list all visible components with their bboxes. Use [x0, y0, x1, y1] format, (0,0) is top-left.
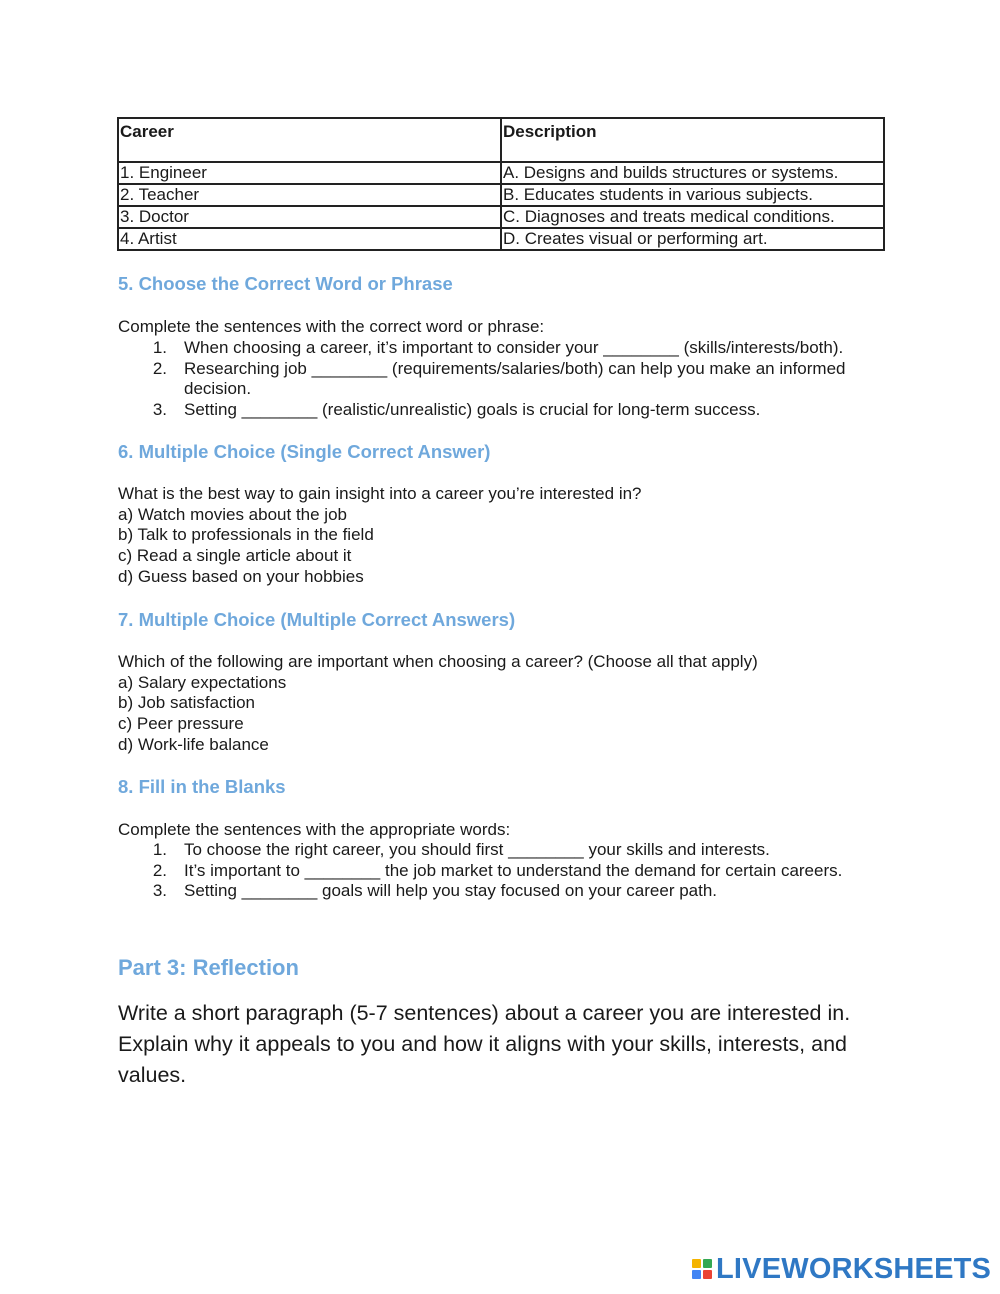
table-row: [118, 228, 884, 250]
list-item-text: Setting ________ goals will help you stay focused on your career path.: [184, 881, 718, 901]
list-item: [118, 840, 878, 861]
section-5-list: [118, 338, 878, 421]
part-3-title: Part 3: Reflection: [118, 955, 299, 980]
list-item: [118, 861, 878, 882]
logo-mark-square: [692, 1259, 701, 1268]
table-row: [118, 206, 884, 228]
table-cell-career: 2. Teacher: [118, 184, 501, 206]
list-item-text: Setting ________ (realistic/unrealistic) goals is crucial for long-term success.: [184, 400, 761, 420]
list-item-number: 1.: [152, 338, 167, 357]
answer-option: a) Salary expectations: [118, 672, 287, 692]
list-item-number: 2.: [152, 358, 167, 378]
list-item-text: Researching job ________ (requirements/salaries/both) can help you make an informed decision.: [184, 358, 846, 399]
table-row: [118, 162, 884, 184]
liveworksheets-logo: [692, 1254, 991, 1284]
answer-option: d) Work-life balance: [118, 734, 269, 754]
table-header-row: [118, 118, 884, 162]
logo-mark-icon: [692, 1259, 712, 1279]
table-cell-description: C. Diagnoses and treats medical conditions.: [501, 206, 884, 228]
list-item-text: To choose the right career, you should first ________ your skills and interests.: [184, 840, 770, 859]
logo-text: LIVEWORKSHEETS: [716, 1253, 992, 1285]
list-item: [118, 881, 878, 902]
section-8-intro: Complete the sentences with the appropriate words:: [118, 820, 511, 839]
answer-option: d) Guess based on your hobbies: [118, 566, 364, 586]
list-item-text: It’s important to ________ the job market to understand the demand for certain careers.: [184, 860, 843, 880]
table-header-description: Description: [501, 118, 884, 162]
logo-mark-square: [703, 1259, 712, 1268]
list-item-number: 1.: [152, 840, 167, 859]
table-header-career: Career: [118, 118, 501, 162]
table-row: [118, 184, 884, 206]
list-item-number: 3.: [152, 400, 167, 420]
table-cell-description: A. Designs and builds structures or systems.: [501, 162, 884, 184]
list-item-number: 2.: [152, 860, 167, 880]
reflection-prompt: Write a short paragraph (5-7 sentences) about a career you are interested in. Explain why it appeals to you and how it aligns with your skills, interests, and values.: [118, 1001, 851, 1087]
section-7-title: 7. Multiple Choice (Multiple Correct Answers): [118, 609, 516, 630]
section-8-title: 8. Fill in the Blanks: [118, 776, 286, 797]
answer-option: c) Peer pressure: [118, 714, 244, 734]
list-item: [118, 359, 878, 400]
answer-option: c) Read a single article about it: [118, 546, 352, 566]
list-item-text: When choosing a career, it’s important to consider your ________ (skills/interests/both).: [184, 338, 844, 357]
section-6-title: 6. Multiple Choice (Single Correct Answer): [118, 441, 491, 462]
career-matching-table: [117, 117, 885, 251]
question-text: What is the best way to gain insight into a career you’re interested in?: [118, 484, 642, 503]
section-5-title: 5. Choose the Correct Word or Phrase: [118, 273, 453, 294]
table-cell-career: 3. Doctor: [118, 206, 501, 228]
list-item: [118, 338, 878, 359]
section-5-intro: Complete the sentences with the correct word or phrase:: [118, 317, 545, 336]
section-8-list: [118, 840, 878, 902]
table-cell-description: B. Educates students in various subjects.: [501, 184, 884, 206]
logo-mark-square: [703, 1270, 712, 1279]
list-item-number: 3.: [152, 881, 167, 901]
answer-option: b) Job satisfaction: [118, 693, 256, 713]
logo-mark-square: [692, 1270, 701, 1279]
answer-option: b) Talk to professionals in the field: [118, 525, 374, 545]
list-item: [118, 400, 878, 421]
table-cell-career: 4. Artist: [118, 228, 501, 250]
section-6-block: [118, 484, 642, 588]
answer-option: a) Watch movies about the job: [118, 504, 347, 524]
table-cell-description: D. Creates visual or performing art.: [501, 228, 884, 250]
section-7-block: [118, 652, 758, 756]
question-text: Which of the following are important when choosing a career? (Choose all that apply): [118, 652, 758, 671]
table-cell-career: 1. Engineer: [118, 162, 501, 184]
